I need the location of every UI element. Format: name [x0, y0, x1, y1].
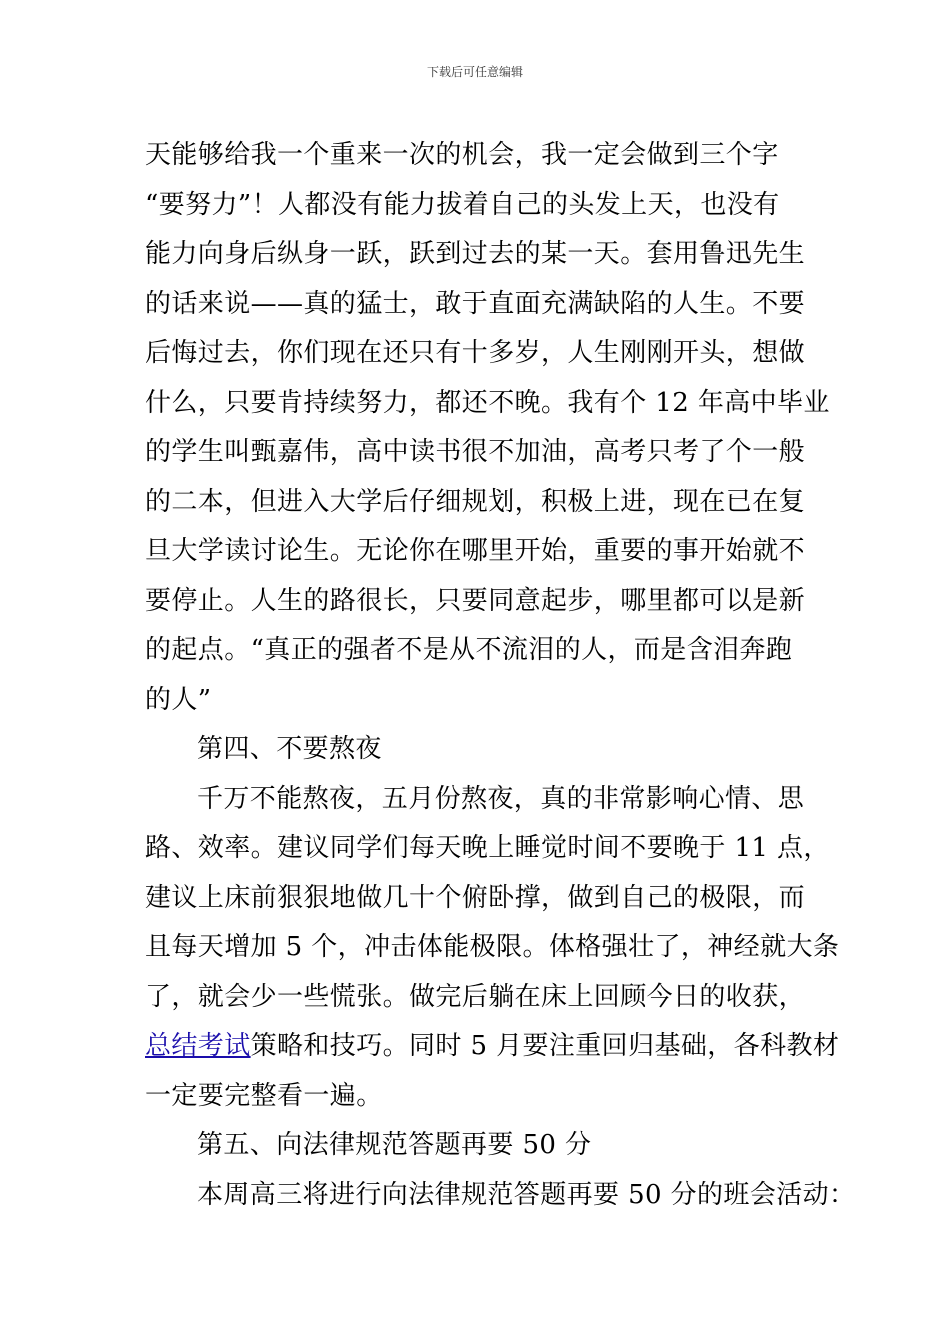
text-line-with-link	[145, 1022, 840, 1072]
text-line: 了，就会少一些慌张。做完后躺在床上回顾今日的收获，	[145, 981, 806, 1012]
page-header-note: 下载后可任意编辑	[426, 65, 523, 79]
text-line: 本周高三将进行向法律规范答题再要 50 分的班会活动：	[197, 1179, 856, 1210]
summary-exam-link[interactable]: 总结考试	[145, 1031, 251, 1061]
paragraph	[145, 1171, 856, 1221]
text-segment: 策略和技巧。同时 5 月要注重回归基础，各科教材	[250, 1031, 840, 1061]
text-line: 的起点。“真正的强者不是从不流泪的人，而是含泪奔跑	[145, 635, 793, 665]
paragraph	[145, 131, 830, 725]
text-line: 且每天增加 5 个，冲击体能极限。体格强壮了，神经就大条	[145, 932, 840, 962]
text-line: 一定要完整看一遍。	[145, 1080, 383, 1111]
text-line: 路、效率。建议同学们每天晚上睡觉时间不要晚于 11 点，	[145, 833, 830, 863]
text-line: 能力向身后纵身一跃，跃到过去的某一天。套用鲁迅先生	[145, 239, 806, 269]
section-heading-5: 第五、向法律规范答题再要 50 分	[197, 1130, 592, 1160]
text-line: 要停止。人生的路很长，只要同意起步，哪里都可以是新	[145, 585, 806, 616]
text-line: 后悔过去，你们现在还只有十多岁，人生刚刚开头，想做	[145, 338, 806, 368]
paragraph	[145, 775, 840, 1122]
text-line: 旦大学读讨论生。无论你在哪里开始，重要的事开始就不	[145, 536, 806, 566]
text-line: 的话来说——真的猛士，敢于直面充满缺陷的人生。不要	[145, 288, 806, 319]
text-line: 的二本，但进入大学后仔细规划，积极上进，现在已在复	[145, 486, 806, 517]
text-line: 的人”	[145, 684, 212, 715]
text-line: 的学生叫甄嘉伟，高中读书很不加油，高考只考了个一般	[145, 437, 806, 467]
document-body	[145, 131, 856, 1220]
text-line: “要努力”！人都没有能力拔着自己的头发上天，也没有	[145, 189, 780, 220]
text-line: 天能够给我一个重来一次的机会，我一定会做到三个字	[145, 140, 779, 170]
text-line: 建议上床前狠狠地做几十个俯卧撑，做到自己的极限，而	[145, 882, 806, 913]
text-line: 千万不能熬夜，五月份熬夜，真的非常影响心情、思	[197, 783, 805, 814]
text-line: 什么，只要肯持续努力，都还不晚。我有个 12 年高中毕业	[145, 387, 830, 418]
section-heading-4: 第四、不要熬夜	[197, 734, 382, 764]
